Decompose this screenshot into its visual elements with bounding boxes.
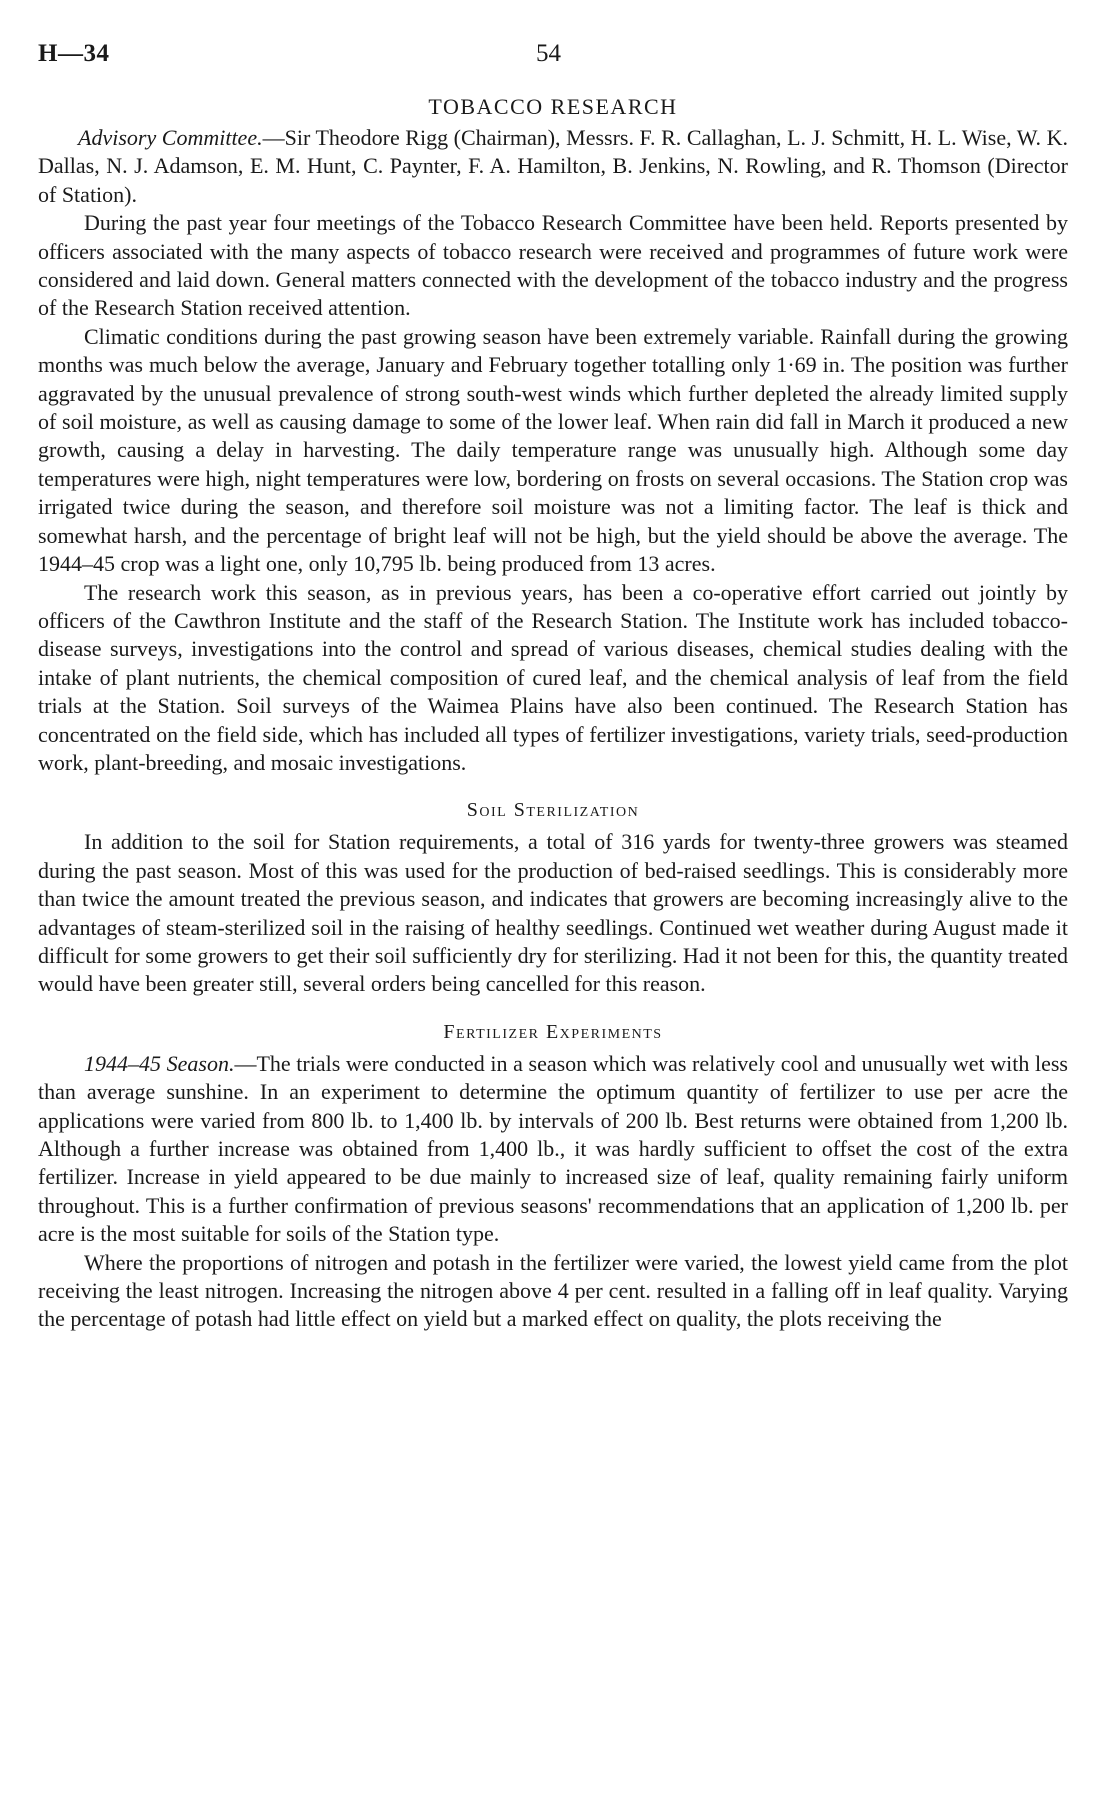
page-number: 54: [536, 40, 561, 67]
advisory-committee-lead: Advisory Committee.: [78, 125, 263, 150]
intro-paragraph: The research work this season, as in previous years, has been a co-operative effort carried out jointly by officers of the Cawthron Institute and the staff of the Research Station. The Institute work has included tobacco-disease surveys, investigations into the control and spread of various diseases, chemical studies dealing with the intake of plant nutrients, the chemical composition of cured leaf, and the chemical analysis of leaf from the field trials at the Station. Soil surveys of the Waimea Plains have also been continued. The Research Station has concentrated on the field side, which has included all types of fertilizer investigations, variety trials, seed-production work, plant-breeding, and mosaic investigations.: [38, 579, 1068, 775]
intro-paragraph: During the past year four meetings of the Tobacco Research Committee have been held. Reports presented by officers associated with the many aspects of tobacco research were received and programmes of future work were considered and laid down. General matters connected with the development of the tobacco industry and the progress of the Research Station received attention.: [38, 210, 1068, 321]
advisory-committee-text: —Sir Theodore Rigg (Chairman), Messrs. F. R. Callaghan, L. J. Schmitt, H. L. Wise, W. K. Dallas, N. J. Adamson, E. M. Hunt, C. Paynter, F. A. Hamilton, B. Jenkins, N. Rowling, and R. Thomson (Director of Station).: [38, 125, 1068, 207]
page-header: [38, 40, 1068, 84]
section-heading-fertilizer-experiments: Fertilizer Experiments: [443, 1020, 663, 1043]
fertilizer-season-lead: 1944–45 Season.: [84, 1050, 235, 1076]
page-title: TOBACCO RESEARCH: [428, 94, 678, 119]
soil-sterilization-paragraph: In addition to the soil for Station requirements, a total of 316 yards for twenty-three growers was steamed during the past season. Most of this was used for the production of bed-raised seedlings. This is considerably more than twice the amount treated the previous season, and indicates that growers are becoming increasingly alive to the advantages of steam-sterilized soil in the raising of healthy seedlings. Continued wet weather during August made it difficult for some growers to get their soil sufficiently dry for sterilizing. Had it not been for this, the quantity treated would have been greater still, several orders being cancelled for this reason.: [38, 829, 1068, 997]
advisory-committee-paragraph: [38, 124, 1068, 209]
section-heading-soil-sterilization: Soil Sterilization: [466, 799, 640, 822]
intro-paragraph: Climatic conditions during the past growing season have been extremely variable. Rainfall during the growing months was much below the average, January and February together totalling only 1·69 in. The position was further aggravated by the unusual prevalence of strong south-west winds which further depleted the already limited supply of soil moisture, as well as causing damage to some of the lower leaf. When rain did fall in March it produced a new growth, causing a delay in harvesting. The daily temperature range was unusually high. Although some day temperatures were high, night temperatures were low, bordering on frosts on several occasions. The Station crop was irrigated twice during the season, and therefore soil moisture was not a limiting factor. The leaf is thick and somewhat harsh, and the percentage of bright leaf will not be high, but the yield should be above the average. The 1944–45 crop was a light one, only 10,795 lb. being produced from 13 acres.: [38, 323, 1068, 577]
fertilizer-paragraph: Where the proportions of nitrogen and potash in the fertilizer were varied, the lowest yield came from the plot receiving the least nitrogen. Increasing the nitrogen above 4 per cent. resulted in a falling off in leaf quality. Varying the percentage of potash had little effect on yield but a marked effect on quality, the plots receiving the: [38, 1249, 1068, 1332]
fertilizer-season-text: —The trials were conducted in a season which was relatively cool and unusually wet with less than average sunshine. In an experiment to determine the optimum quantity of fertilizer to use per acre the applications were varied from 800 lb. to 1,400 lb. by intervals of 200 lb. Best returns were obtained from 1,200 lb. Although a further increase was obtained from 1,400 lb., it was hardly sufficient to offset the cost of the extra fertilizer. Increase in yield appeared to be due mainly to increased size of leaf, quality remaining fairly uniform throughout. This is a further confirmation of previous seasons' recommendations that an application of 1,200 lb. per acre is the most suitable for soils of the Station type.: [38, 1050, 1068, 1247]
report-reference: H—34: [38, 40, 110, 67]
fertilizer-season-paragraph: [38, 1050, 1068, 1249]
document-page: [38, 40, 1068, 1334]
